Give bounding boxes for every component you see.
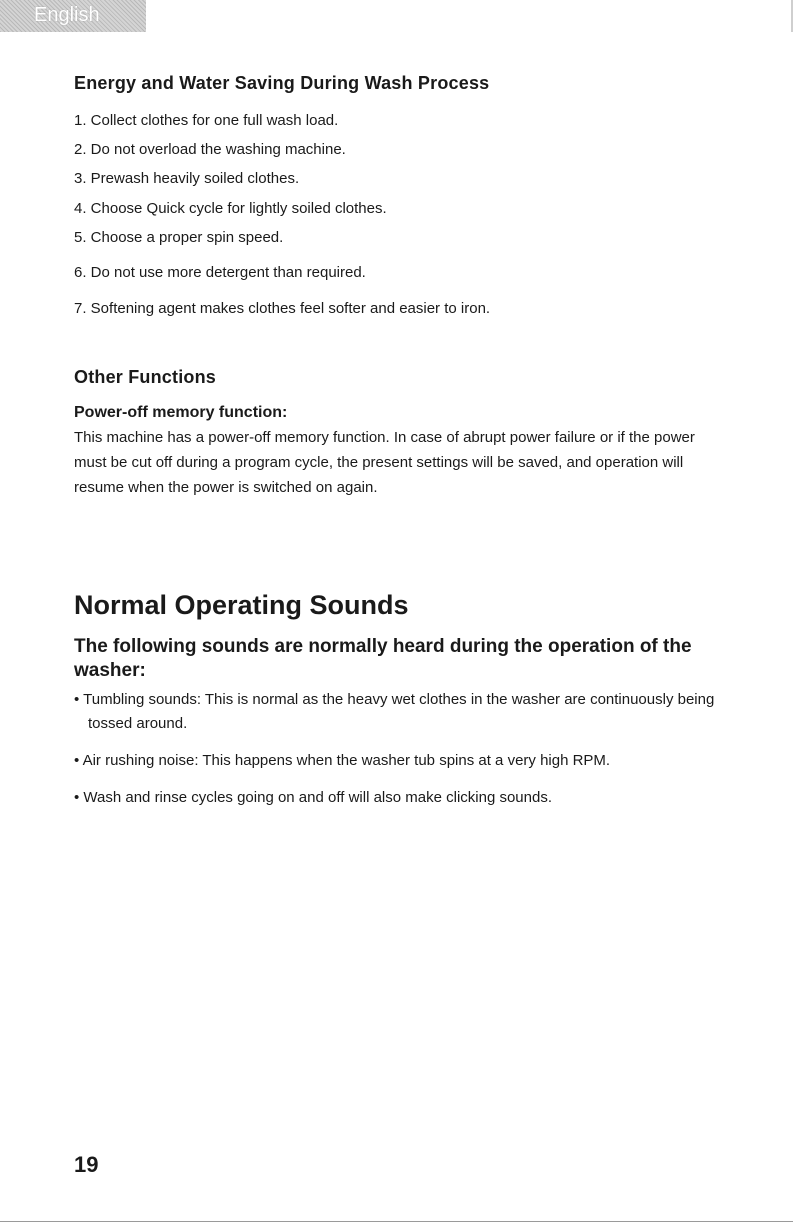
bottom-rule xyxy=(0,1221,793,1222)
energy-item-4: 4. Choose Quick cycle for lightly soiled clothes. xyxy=(74,200,387,217)
energy-item-5: 5. Choose a proper spin speed. xyxy=(74,229,284,246)
language-tab xyxy=(0,0,146,32)
sounds-heading: Normal Operating Sounds xyxy=(74,590,409,620)
energy-item-7: 7. Softening agent makes clothes feel softer and easier to iron. xyxy=(74,300,491,317)
energy-item-2: 2. Do not overload the washing machine. xyxy=(74,141,346,158)
energy-item-6: 6. Do not use more detergent than required. xyxy=(74,264,366,281)
sounds-subheading: The following sounds are normally heard during the operation of the washer: xyxy=(74,636,692,681)
other-functions-heading: Other Functions xyxy=(74,367,216,387)
sound-bullet-2: • Air rushing noise: This happens when the washer tub spins at a very high RPM. xyxy=(74,752,611,769)
sound-bullet-1: • Tumbling sounds: This is normal as the heavy wet clothes in the washer are continuously being tossed around. xyxy=(74,691,715,732)
energy-heading: Energy and Water Saving During Wash Process xyxy=(74,73,490,93)
energy-item-1: 1. Collect clothes for one full wash load. xyxy=(74,112,339,129)
sound-bullet-3: • Wash and rinse cycles going on and off will also make clicking sounds. xyxy=(74,789,552,806)
power-off-memory-heading: Power-off memory function: xyxy=(74,404,288,421)
language-label: English xyxy=(34,4,100,26)
page-number: 19 xyxy=(74,1152,99,1177)
power-off-memory-text: This machine has a power-off memory function. In case of abrupt power failure or if the power must be cut off during a program cycle, the present settings will be saved, and operation will resume when the power is switched on again. xyxy=(74,429,695,496)
energy-item-3: 3. Prewash heavily soiled clothes. xyxy=(74,170,300,187)
